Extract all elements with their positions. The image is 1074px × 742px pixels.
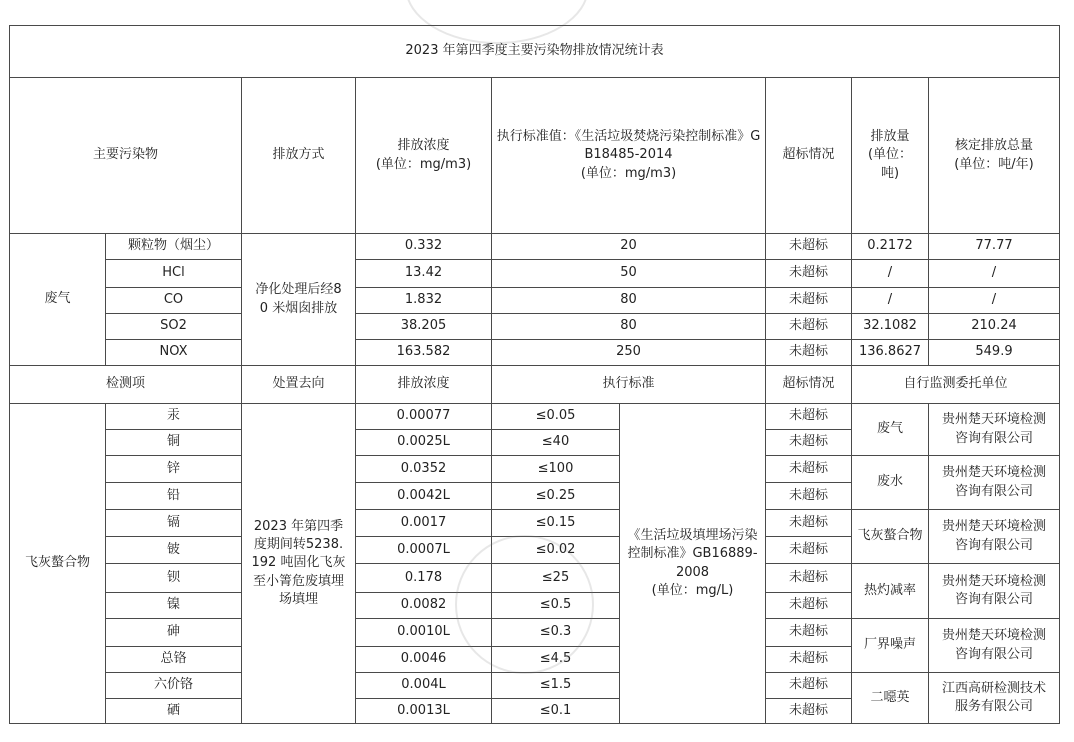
discharge-method: 净化处理后经80 米烟囱排放 bbox=[242, 234, 356, 366]
standard-value: 80 bbox=[492, 314, 766, 340]
concentration-value: 0.178 bbox=[356, 564, 492, 593]
waste-gas-row bbox=[10, 314, 1060, 340]
limit-value: ≤0.1 bbox=[492, 699, 620, 724]
concentration-value: 0.0013L bbox=[356, 699, 492, 724]
limit-value: ≤0.05 bbox=[492, 404, 620, 430]
approved-total: 77.77 bbox=[929, 234, 1060, 260]
header-concentration-2: 排放浓度 bbox=[356, 366, 492, 404]
emission-amount: / bbox=[852, 260, 929, 288]
header-row-emissions bbox=[10, 78, 1060, 234]
waste-gas-group-label: 废气 bbox=[10, 234, 106, 366]
concentration-value: 0.0007L bbox=[356, 537, 492, 564]
header-row-fly-ash bbox=[10, 366, 1060, 404]
waste-gas-row bbox=[10, 234, 1060, 260]
concentration-value: 0.0082 bbox=[356, 593, 492, 619]
header-emission-amount: 排放量 (单位： 吨) bbox=[852, 78, 929, 234]
standard-value: 50 bbox=[492, 260, 766, 288]
test-item-name: 硒 bbox=[106, 699, 242, 724]
monitor-unit: 贵州楚天环境检测咨询有限公司 bbox=[929, 619, 1060, 673]
concentration-value: 0.004L bbox=[356, 673, 492, 699]
header-pollutant: 主要污染物 bbox=[10, 78, 242, 234]
pollutant-name: 颗粒物（烟尘） bbox=[106, 234, 242, 260]
approved-total: / bbox=[929, 260, 1060, 288]
limit-value: ≤1.5 bbox=[492, 673, 620, 699]
concentration-value: 0.0025L bbox=[356, 430, 492, 456]
limit-value: ≤0.25 bbox=[492, 483, 620, 510]
waste-gas-row bbox=[10, 260, 1060, 288]
concentration-value: 0.00077 bbox=[356, 404, 492, 430]
header-standard: 执行标准值：《生活垃圾焚烧污染控制标准》GB18485-2014 (单位：mg/m3) bbox=[492, 78, 766, 234]
exceed-status: 未超标 bbox=[766, 404, 852, 430]
exceed-status: 未超标 bbox=[766, 456, 852, 483]
exceed-status: 未超标 bbox=[766, 647, 852, 673]
emission-amount: 136.8627 bbox=[852, 340, 929, 366]
test-item-name: 镍 bbox=[106, 593, 242, 619]
concentration-value: 38.205 bbox=[356, 314, 492, 340]
header-disposal: 处置去向 bbox=[242, 366, 356, 404]
fly-ash-row bbox=[10, 673, 1060, 699]
limit-value: ≤100 bbox=[492, 456, 620, 483]
test-item-name: 铅 bbox=[106, 483, 242, 510]
exceed-status: 未超标 bbox=[766, 593, 852, 619]
concentration-value: 163.582 bbox=[356, 340, 492, 366]
emission-amount: / bbox=[852, 288, 929, 314]
concentration-value: 0.0042L bbox=[356, 483, 492, 510]
test-item-name: 砷 bbox=[106, 619, 242, 647]
official-seal-middle bbox=[455, 535, 594, 674]
exceed-status: 未超标 bbox=[766, 234, 852, 260]
monitor-category: 废气 bbox=[852, 404, 929, 456]
test-item-name: 镉 bbox=[106, 510, 242, 537]
limit-value: ≤0.5 bbox=[492, 593, 620, 619]
fly-ash-row bbox=[10, 456, 1060, 483]
monitor-category: 二噁英 bbox=[852, 673, 929, 724]
test-item-name: 锌 bbox=[106, 456, 242, 483]
monitor-unit: 贵州楚天环境检测咨询有限公司 bbox=[929, 404, 1060, 456]
monitor-unit: 江西高研检测技术服务有限公司 bbox=[929, 673, 1060, 724]
test-item-name: 铍 bbox=[106, 537, 242, 564]
pollutant-name: CO bbox=[106, 288, 242, 314]
exceed-status: 未超标 bbox=[766, 288, 852, 314]
pollutant-name: HCl bbox=[106, 260, 242, 288]
exceed-status: 未超标 bbox=[766, 260, 852, 288]
approved-total: / bbox=[929, 288, 1060, 314]
monitor-unit: 贵州楚天环境检测咨询有限公司 bbox=[929, 510, 1060, 564]
pollutant-name: NOX bbox=[106, 340, 242, 366]
test-item-name: 铜 bbox=[106, 430, 242, 456]
disposal-destination: 2023 年第四季度期间转5238.192 吨固化飞灰至小箐危废填埋场填埋 bbox=[242, 404, 356, 724]
emission-amount: 32.1082 bbox=[852, 314, 929, 340]
concentration-value: 0.332 bbox=[356, 234, 492, 260]
header-exceed-status: 超标情况 bbox=[766, 78, 852, 234]
approved-total: 549.9 bbox=[929, 340, 1060, 366]
concentration-value: 0.0352 bbox=[356, 456, 492, 483]
monitor-unit: 贵州楚天环境检测咨询有限公司 bbox=[929, 564, 1060, 619]
monitor-category: 厂界噪声 bbox=[852, 619, 929, 673]
standard-value: 80 bbox=[492, 288, 766, 314]
test-item-name: 总铬 bbox=[106, 647, 242, 673]
exceed-status: 未超标 bbox=[766, 483, 852, 510]
exceed-status: 未超标 bbox=[766, 510, 852, 537]
concentration-value: 0.0017 bbox=[356, 510, 492, 537]
limit-value: ≤25 bbox=[492, 564, 620, 593]
test-item-name: 六价铬 bbox=[106, 673, 242, 699]
exceed-status: 未超标 bbox=[766, 537, 852, 564]
concentration-value: 0.0046 bbox=[356, 647, 492, 673]
landfill-standard: 《生活垃圾填埋场污染控制标准》GB16889-2008 (单位：mg/L) bbox=[620, 404, 766, 724]
exceed-status: 未超标 bbox=[766, 314, 852, 340]
exceed-status: 未超标 bbox=[766, 564, 852, 593]
concentration-value: 0.0010L bbox=[356, 619, 492, 647]
header-exceed-status-2: 超标情况 bbox=[766, 366, 852, 404]
header-test-item: 检测项 bbox=[10, 366, 242, 404]
limit-value: ≤40 bbox=[492, 430, 620, 456]
monitor-unit: 贵州楚天环境检测咨询有限公司 bbox=[929, 456, 1060, 510]
emission-amount: 0.2172 bbox=[852, 234, 929, 260]
exceed-status: 未超标 bbox=[766, 619, 852, 647]
waste-gas-row bbox=[10, 288, 1060, 314]
monitor-category: 热灼减率 bbox=[852, 564, 929, 619]
header-standard-2: 执行标准 bbox=[492, 366, 766, 404]
monitor-category: 废水 bbox=[852, 456, 929, 510]
standard-value: 250 bbox=[492, 340, 766, 366]
header-discharge-method: 排放方式 bbox=[242, 78, 356, 234]
exceed-status: 未超标 bbox=[766, 430, 852, 456]
limit-value: ≤0.3 bbox=[492, 619, 620, 647]
exceed-status: 未超标 bbox=[766, 673, 852, 699]
monitor-category: 飞灰螯合物 bbox=[852, 510, 929, 564]
fly-ash-group-label: 飞灰螯合物 bbox=[10, 404, 106, 724]
exceed-status: 未超标 bbox=[766, 699, 852, 724]
exceed-status: 未超标 bbox=[766, 340, 852, 366]
test-item-name: 汞 bbox=[106, 404, 242, 430]
limit-value: ≤4.5 bbox=[492, 647, 620, 673]
approved-total: 210.24 bbox=[929, 314, 1060, 340]
header-concentration: 排放浓度 (单位：mg/m3) bbox=[356, 78, 492, 234]
fly-ash-row bbox=[10, 510, 1060, 537]
title-row bbox=[10, 26, 1060, 78]
concentration-value: 13.42 bbox=[356, 260, 492, 288]
pollutant-name: SO2 bbox=[106, 314, 242, 340]
table-title: 2023 年第四季度主要污染物排放情况统计表 bbox=[10, 26, 1060, 78]
header-approved-total: 核定排放总量 (单位：吨/年) bbox=[929, 78, 1060, 234]
header-monitoring-unit: 自行监测委托单位 bbox=[852, 366, 1060, 404]
limit-value: ≤0.15 bbox=[492, 510, 620, 537]
fly-ash-row bbox=[10, 404, 1060, 430]
test-item-name: 钡 bbox=[106, 564, 242, 593]
concentration-value: 1.832 bbox=[356, 288, 492, 314]
standard-value: 20 bbox=[492, 234, 766, 260]
limit-value: ≤0.02 bbox=[492, 537, 620, 564]
waste-gas-row bbox=[10, 340, 1060, 366]
